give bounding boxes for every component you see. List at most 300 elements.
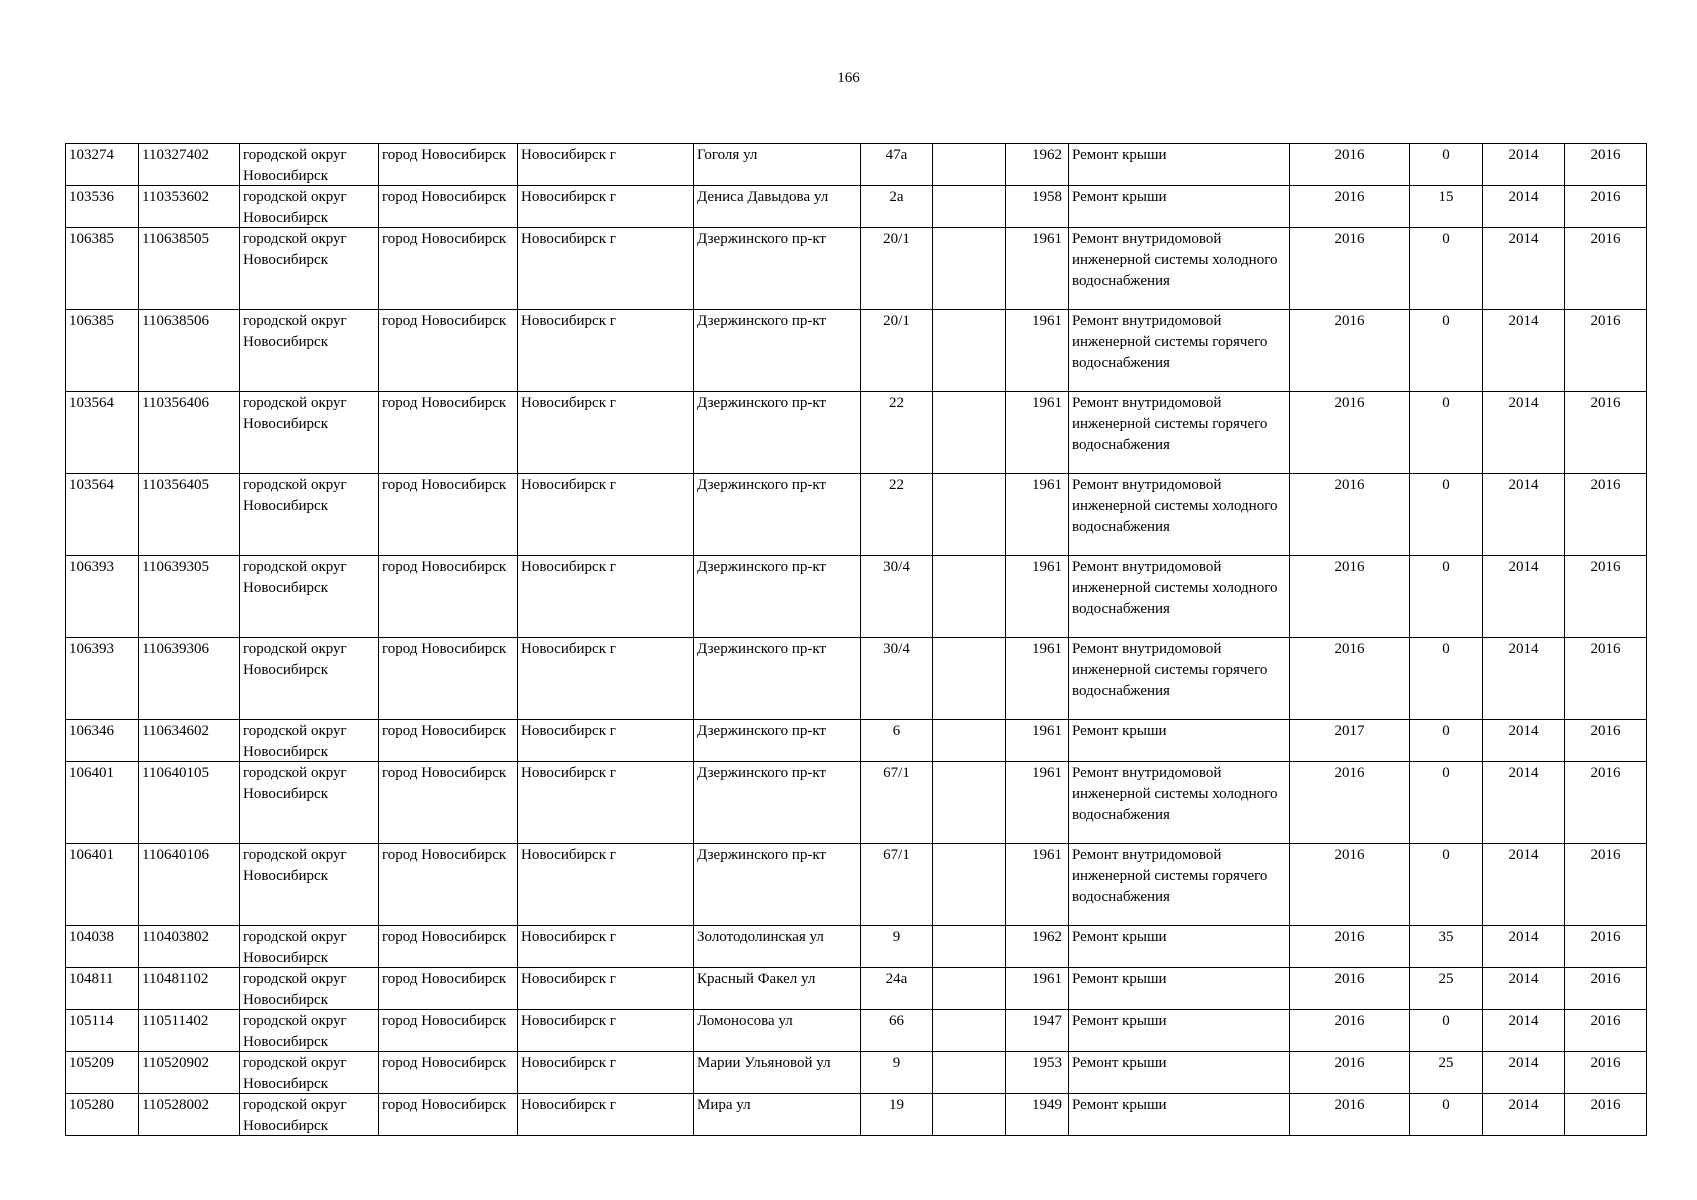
cell-settlement (379, 720, 518, 762)
cell-settlement (379, 228, 518, 310)
table-row (66, 926, 1647, 968)
cell-wear-percent (1410, 392, 1483, 474)
work-type-text: Ремонт крыши (1072, 929, 1167, 945)
work-id-text: 110327402 (142, 147, 209, 163)
table-row (66, 762, 1647, 844)
cell-work-id (139, 144, 240, 186)
cell-year-built (1006, 1010, 1069, 1052)
settlement-text: город Новосибирск (382, 313, 507, 329)
municipal-district-text: городской округ Новосибирск (243, 723, 347, 760)
table-row (66, 844, 1647, 926)
cell-municipal-district (240, 392, 379, 474)
cell-house-id (66, 144, 139, 186)
table-row (66, 144, 1647, 186)
cell-planned-year (1290, 968, 1410, 1010)
cell-work-type (1069, 926, 1290, 968)
work-id-text: 110634602 (142, 723, 209, 739)
cell-year-built (1006, 926, 1069, 968)
street-text: Марии Ульяновой ул (697, 1055, 831, 1071)
cell-house-number (861, 926, 933, 968)
cell-work-type (1069, 392, 1290, 474)
cell-work-id (139, 392, 240, 474)
settlement-text: город Новосибирск (382, 559, 507, 575)
municipal-district-text: городской округ Новосибирск (243, 395, 347, 432)
cell-street (694, 1052, 861, 1094)
street-text: Дзержинского пр-кт (697, 765, 826, 781)
page-number: 166 (837, 70, 860, 86)
work-id-text: 110353602 (142, 189, 209, 205)
cell-city (518, 762, 694, 844)
work-type-text: Ремонт внутридомовой инженерной системы горячего водоснабжения (1072, 847, 1268, 905)
year-built-text: 1961 (1032, 559, 1062, 575)
cell-municipal-district (240, 556, 379, 638)
cell-year-built (1006, 186, 1069, 228)
cell-period-end (1565, 762, 1647, 844)
table-body (66, 144, 1647, 1136)
period-start-text: 2014 (1508, 1097, 1539, 1113)
period-end-text: 2016 (1590, 641, 1621, 657)
house-number-text: 9 (892, 929, 901, 945)
cell-municipal-district (240, 1052, 379, 1094)
cell-building (933, 186, 1006, 228)
house-number-text: 47а (885, 147, 908, 163)
settlement-text: город Новосибирск (382, 147, 507, 163)
wear-percent-text: 0 (1442, 847, 1450, 863)
city-text: Новосибирск г (521, 929, 616, 945)
cell-planned-year (1290, 1052, 1410, 1094)
work-type-text: Ремонт внутридомовой инженерной системы холодного водоснабжения (1072, 559, 1278, 617)
period-start-text: 2014 (1508, 641, 1539, 657)
cell-street (694, 1094, 861, 1136)
cell-work-type (1069, 310, 1290, 392)
cell-settlement (379, 968, 518, 1010)
year-built-text: 1961 (1032, 847, 1062, 863)
work-type-text: Ремонт внутридомовой инженерной системы холодного водоснабжения (1072, 765, 1278, 823)
cell-city (518, 186, 694, 228)
period-end-text: 2016 (1590, 231, 1621, 247)
cell-period-start (1483, 186, 1565, 228)
cell-period-end (1565, 144, 1647, 186)
work-id-text: 110640106 (142, 847, 209, 863)
street-text: Дзержинского пр-кт (697, 477, 826, 493)
cell-house-number (861, 1094, 933, 1136)
work-type-text: Ремонт крыши (1072, 189, 1167, 205)
city-text: Новосибирск г (521, 971, 616, 987)
work-id-text: 110403802 (142, 929, 209, 945)
cell-building (933, 1010, 1006, 1052)
work-id-text: 110639305 (142, 559, 209, 575)
cell-year-built (1006, 638, 1069, 720)
cell-settlement (379, 310, 518, 392)
cell-city (518, 844, 694, 926)
cell-house-id (66, 968, 139, 1010)
wear-percent-text: 25 (1438, 971, 1454, 987)
cell-municipal-district (240, 186, 379, 228)
cell-period-end (1565, 310, 1647, 392)
year-built-text: 1953 (1032, 1055, 1062, 1071)
cell-period-end (1565, 720, 1647, 762)
cell-settlement (379, 762, 518, 844)
cell-street (694, 186, 861, 228)
house-id-text: 103536 (69, 189, 114, 205)
cell-settlement (379, 926, 518, 968)
cell-settlement (379, 474, 518, 556)
table-row (66, 186, 1647, 228)
house-id-text: 106401 (69, 847, 114, 863)
cell-year-built (1006, 1052, 1069, 1094)
cell-street (694, 228, 861, 310)
cell-period-start (1483, 1052, 1565, 1094)
cell-municipal-district (240, 1094, 379, 1136)
work-id-text: 110639306 (142, 641, 209, 657)
settlement-text: город Новосибирск (382, 847, 507, 863)
cell-year-built (1006, 762, 1069, 844)
cell-work-id (139, 968, 240, 1010)
table-row (66, 474, 1647, 556)
cell-settlement (379, 144, 518, 186)
planned-year-text: 2016 (1334, 847, 1365, 863)
cell-settlement (379, 638, 518, 720)
cell-wear-percent (1410, 968, 1483, 1010)
cell-house-id (66, 474, 139, 556)
cell-municipal-district (240, 844, 379, 926)
period-start-text: 2014 (1508, 231, 1539, 247)
cell-city (518, 926, 694, 968)
cell-work-type (1069, 556, 1290, 638)
cell-city (518, 1052, 694, 1094)
planned-year-text: 2016 (1334, 313, 1365, 329)
planned-year-text: 2016 (1334, 1097, 1365, 1113)
period-end-text: 2016 (1590, 559, 1621, 575)
cell-house-id (66, 556, 139, 638)
city-text: Новосибирск г (521, 395, 616, 411)
planned-year-text: 2016 (1334, 765, 1365, 781)
cell-year-built (1006, 720, 1069, 762)
work-id-text: 110528002 (142, 1097, 209, 1113)
cell-settlement (379, 392, 518, 474)
house-id-text: 105280 (69, 1097, 114, 1113)
house-id-text: 104811 (69, 971, 114, 987)
cell-street (694, 556, 861, 638)
period-start-text: 2014 (1508, 1055, 1539, 1071)
cell-work-id (139, 844, 240, 926)
cell-street (694, 968, 861, 1010)
cell-planned-year (1290, 638, 1410, 720)
cell-period-start (1483, 1094, 1565, 1136)
cell-period-start (1483, 844, 1565, 926)
planned-year-text: 2016 (1334, 395, 1365, 411)
cell-street (694, 144, 861, 186)
cell-planned-year (1290, 844, 1410, 926)
municipal-district-text: городской округ Новосибирск (243, 1013, 347, 1050)
cell-planned-year (1290, 186, 1410, 228)
period-start-text: 2014 (1508, 723, 1539, 739)
wear-percent-text: 0 (1442, 1013, 1450, 1029)
work-id-text: 110356406 (142, 395, 209, 411)
period-start-text: 2014 (1508, 1013, 1539, 1029)
settlement-text: город Новосибирск (382, 1055, 507, 1071)
cell-work-type (1069, 1010, 1290, 1052)
cell-period-end (1565, 844, 1647, 926)
cell-planned-year (1290, 228, 1410, 310)
cell-work-id (139, 186, 240, 228)
cell-work-id (139, 310, 240, 392)
period-start-text: 2014 (1508, 147, 1539, 163)
cell-house-id (66, 844, 139, 926)
year-built-text: 1961 (1032, 477, 1062, 493)
cell-settlement (379, 1052, 518, 1094)
house-number-text: 24а (885, 971, 908, 987)
cell-settlement (379, 844, 518, 926)
cell-city (518, 638, 694, 720)
house-number-text: 22 (889, 395, 904, 411)
cell-street (694, 310, 861, 392)
period-start-text: 2014 (1508, 971, 1539, 987)
cell-building (933, 144, 1006, 186)
cell-planned-year (1290, 310, 1410, 392)
settlement-text: город Новосибирск (382, 1013, 507, 1029)
city-text: Новосибирск г (521, 147, 616, 163)
municipal-district-text: городской округ Новосибирск (243, 147, 347, 184)
cell-city (518, 1010, 694, 1052)
house-id-text: 103564 (69, 395, 114, 411)
municipal-district-text: городской округ Новосибирск (243, 231, 347, 268)
settlement-text: город Новосибирск (382, 641, 507, 657)
city-text: Новосибирск г (521, 765, 616, 781)
cell-house-id (66, 720, 139, 762)
settlement-text: город Новосибирск (382, 971, 507, 987)
cell-city (518, 228, 694, 310)
cell-period-start (1483, 926, 1565, 968)
year-built-text: 1949 (1032, 1097, 1062, 1113)
cell-building (933, 556, 1006, 638)
cell-city (518, 968, 694, 1010)
cell-street (694, 844, 861, 926)
wear-percent-text: 0 (1442, 559, 1450, 575)
cell-settlement (379, 186, 518, 228)
street-text: Ломоносова ул (697, 1013, 793, 1029)
cell-street (694, 720, 861, 762)
cell-building (933, 844, 1006, 926)
settlement-text: город Новосибирск (382, 723, 507, 739)
cell-street (694, 926, 861, 968)
cell-house-number (861, 638, 933, 720)
period-end-text: 2016 (1590, 929, 1621, 945)
cell-planned-year (1290, 474, 1410, 556)
cell-wear-percent (1410, 310, 1483, 392)
wear-percent-text: 15 (1438, 189, 1454, 205)
work-type-text: Ремонт внутридомовой инженерной системы холодного водоснабжения (1072, 231, 1278, 289)
cell-municipal-district (240, 144, 379, 186)
work-id-text: 110638506 (142, 313, 209, 329)
house-id-text: 103564 (69, 477, 114, 493)
street-text: Дзержинского пр-кт (697, 847, 826, 863)
cell-planned-year (1290, 720, 1410, 762)
city-text: Новосибирск г (521, 641, 616, 657)
table-row (66, 228, 1647, 310)
planned-year-text: 2016 (1334, 971, 1365, 987)
period-end-text: 2016 (1590, 1097, 1621, 1113)
year-built-text: 1961 (1032, 765, 1062, 781)
cell-building (933, 310, 1006, 392)
planned-year-text: 2016 (1334, 641, 1365, 657)
cell-period-end (1565, 926, 1647, 968)
settlement-text: город Новосибирск (382, 1097, 507, 1113)
wear-percent-text: 0 (1442, 395, 1450, 411)
cell-wear-percent (1410, 762, 1483, 844)
house-number-text: 9 (892, 1055, 901, 1071)
cell-period-start (1483, 556, 1565, 638)
cell-house-id (66, 1052, 139, 1094)
cell-municipal-district (240, 310, 379, 392)
table-row (66, 1052, 1647, 1094)
wear-percent-text: 0 (1442, 477, 1450, 493)
cell-building (933, 1052, 1006, 1094)
cell-year-built (1006, 474, 1069, 556)
street-text: Дзержинского пр-кт (697, 313, 826, 329)
cell-house-number (861, 144, 933, 186)
cell-house-number (861, 474, 933, 556)
cell-period-start (1483, 968, 1565, 1010)
house-number-text: 19 (889, 1097, 904, 1113)
work-type-text: Ремонт крыши (1072, 971, 1167, 987)
cell-work-type (1069, 1052, 1290, 1094)
year-built-text: 1961 (1032, 231, 1062, 247)
cell-work-id (139, 1094, 240, 1136)
cell-work-type (1069, 228, 1290, 310)
cell-municipal-district (240, 762, 379, 844)
cell-period-end (1565, 968, 1647, 1010)
wear-percent-text: 0 (1442, 1097, 1450, 1113)
municipal-district-text: городской округ Новосибирск (243, 189, 347, 226)
cell-year-built (1006, 144, 1069, 186)
work-id-text: 110511402 (142, 1013, 209, 1029)
cell-period-start (1483, 762, 1565, 844)
cell-work-id (139, 638, 240, 720)
cell-work-type (1069, 762, 1290, 844)
cell-planned-year (1290, 762, 1410, 844)
work-id-text: 110638505 (142, 231, 209, 247)
cell-planned-year (1290, 144, 1410, 186)
table-row (66, 1094, 1647, 1136)
municipal-district-text: городской округ Новосибирск (243, 1097, 347, 1134)
house-number-text: 67/1 (883, 765, 910, 781)
cell-wear-percent (1410, 1010, 1483, 1052)
cell-municipal-district (240, 228, 379, 310)
cell-street (694, 762, 861, 844)
planned-year-text: 2016 (1334, 929, 1365, 945)
cell-city (518, 392, 694, 474)
municipal-district-text: городской округ Новосибирск (243, 313, 347, 350)
period-start-text: 2014 (1508, 313, 1539, 329)
city-text: Новосибирск г (521, 559, 616, 575)
cell-work-type (1069, 844, 1290, 926)
street-text: Мира ул (697, 1097, 751, 1113)
cell-house-id (66, 762, 139, 844)
cell-work-id (139, 720, 240, 762)
house-id-text: 106393 (69, 559, 114, 575)
year-built-text: 1961 (1032, 395, 1062, 411)
cell-period-start (1483, 638, 1565, 720)
period-end-text: 2016 (1590, 395, 1621, 411)
work-type-text: Ремонт крыши (1072, 1013, 1167, 1029)
wear-percent-text: 0 (1442, 641, 1450, 657)
planned-year-text: 2016 (1334, 189, 1365, 205)
period-start-text: 2014 (1508, 559, 1539, 575)
cell-work-type (1069, 720, 1290, 762)
cell-wear-percent (1410, 556, 1483, 638)
city-text: Новосибирск г (521, 723, 616, 739)
work-type-text: Ремонт внутридомовой инженерной системы горячего водоснабжения (1072, 313, 1268, 371)
repair-registry-table (65, 143, 1647, 1136)
house-number-text: 2а (889, 189, 904, 205)
cell-year-built (1006, 228, 1069, 310)
municipal-district-text: городской округ Новосибирск (243, 1055, 347, 1092)
work-id-text: 110640105 (142, 765, 209, 781)
cell-period-start (1483, 144, 1565, 186)
cell-municipal-district (240, 926, 379, 968)
cell-work-id (139, 228, 240, 310)
cell-house-id (66, 392, 139, 474)
period-end-text: 2016 (1590, 1055, 1621, 1071)
wear-percent-text: 0 (1442, 231, 1450, 247)
cell-work-type (1069, 1094, 1290, 1136)
cell-house-number (861, 228, 933, 310)
cell-year-built (1006, 556, 1069, 638)
table-row (66, 556, 1647, 638)
cell-work-type (1069, 186, 1290, 228)
work-type-text: Ремонт крыши (1072, 147, 1167, 163)
cell-year-built (1006, 844, 1069, 926)
year-built-text: 1962 (1032, 147, 1062, 163)
city-text: Новосибирск г (521, 231, 616, 247)
house-id-text: 106385 (69, 231, 114, 247)
period-end-text: 2016 (1590, 971, 1621, 987)
work-type-text: Ремонт крыши (1072, 1097, 1167, 1113)
cell-period-start (1483, 310, 1565, 392)
cell-wear-percent (1410, 474, 1483, 556)
cell-house-id (66, 1010, 139, 1052)
cell-house-number (861, 968, 933, 1010)
cell-settlement (379, 1094, 518, 1136)
period-end-text: 2016 (1590, 1013, 1621, 1029)
cell-house-number (861, 1010, 933, 1052)
settlement-text: город Новосибирск (382, 395, 507, 411)
cell-wear-percent (1410, 844, 1483, 926)
cell-period-end (1565, 1094, 1647, 1136)
wear-percent-text: 35 (1438, 929, 1454, 945)
period-start-text: 2014 (1508, 847, 1539, 863)
cell-building (933, 638, 1006, 720)
period-end-text: 2016 (1590, 189, 1621, 205)
street-text: Дзержинского пр-кт (697, 559, 826, 575)
cell-period-start (1483, 1010, 1565, 1052)
work-type-text: Ремонт крыши (1072, 723, 1167, 739)
cell-period-start (1483, 720, 1565, 762)
street-text: Гоголя ул (697, 147, 758, 163)
cell-building (933, 1094, 1006, 1136)
house-id-text: 106346 (69, 723, 114, 739)
planned-year-text: 2016 (1334, 559, 1365, 575)
cell-year-built (1006, 1094, 1069, 1136)
cell-house-number (861, 844, 933, 926)
cell-planned-year (1290, 1010, 1410, 1052)
cell-period-start (1483, 474, 1565, 556)
house-number-text: 67/1 (883, 847, 910, 863)
city-text: Новосибирск г (521, 313, 616, 329)
cell-work-id (139, 926, 240, 968)
cell-house-id (66, 310, 139, 392)
